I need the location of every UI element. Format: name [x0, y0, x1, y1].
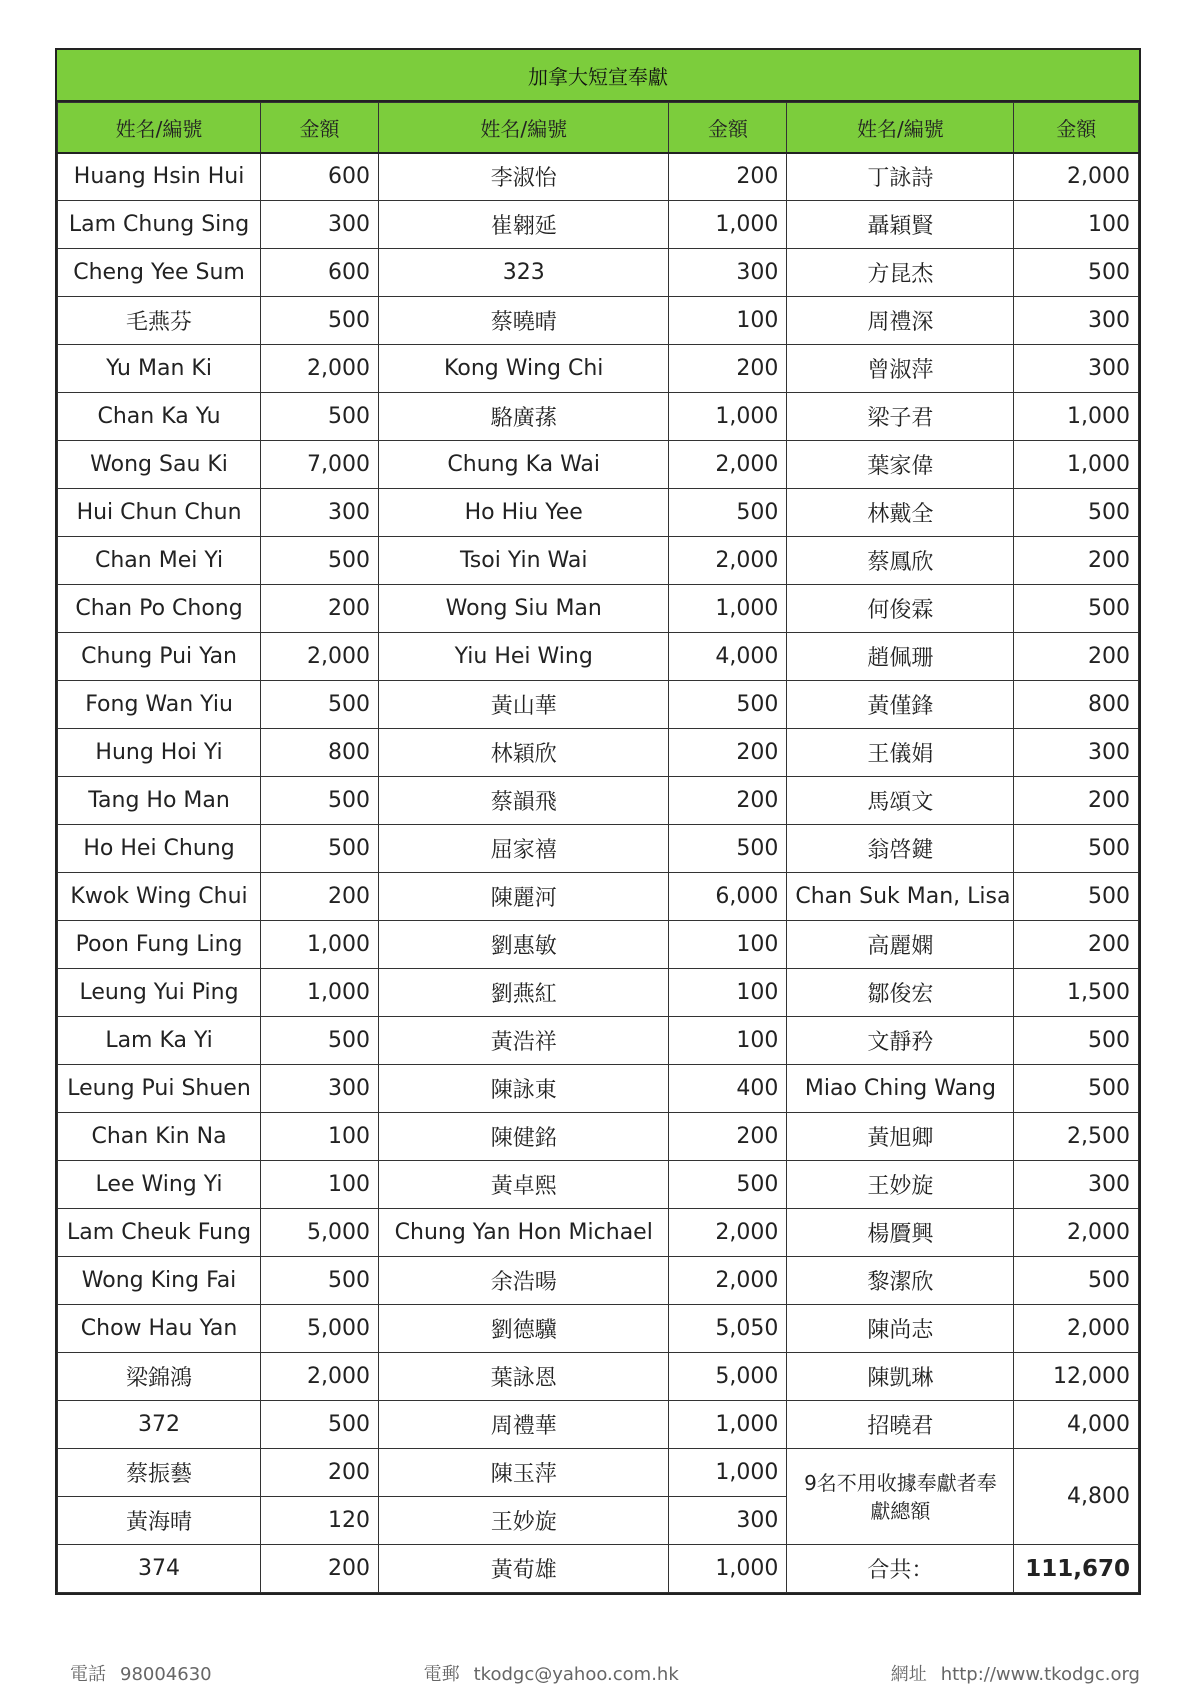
name-cell: Yiu Hei Wing: [379, 633, 669, 681]
name-cell: Lee Wing Yi: [58, 1161, 261, 1209]
name-cell: 駱廣蓀: [379, 393, 669, 441]
name-cell: 林穎欣: [379, 729, 669, 777]
name-cell: Lam Ka Yi: [58, 1017, 261, 1065]
amount-cell: 800: [1014, 681, 1139, 729]
footer-email: [424, 1660, 679, 1688]
amount-cell: 7,000: [261, 441, 379, 489]
amount-cell: 200: [669, 777, 787, 825]
name-cell: 黃海晴: [58, 1497, 261, 1545]
table-row: [58, 633, 1139, 681]
table-row: [58, 393, 1139, 441]
amount-cell: 12,000: [1014, 1353, 1139, 1401]
amount-cell: 200: [1014, 777, 1139, 825]
amount-cell: 2,000: [669, 1209, 787, 1257]
amount-cell: 2,000: [261, 633, 379, 681]
amount-cell: 200: [261, 1449, 379, 1497]
amount-cell: 2,000: [669, 441, 787, 489]
amount-cell: 500: [1014, 873, 1139, 921]
name-cell: 楊贗興: [787, 1209, 1014, 1257]
amount-cell: 1,000: [669, 1401, 787, 1449]
header-name-2: 姓名/編號: [379, 103, 669, 153]
table-row: [58, 249, 1139, 297]
table-row: [58, 873, 1139, 921]
amount-cell: 100: [669, 297, 787, 345]
name-cell: 黃浩祥: [379, 1017, 669, 1065]
table-row: [58, 1017, 1139, 1065]
name-cell: 王妙旋: [379, 1497, 669, 1545]
amount-cell: 100: [669, 921, 787, 969]
name-cell: 蔡鳳欣: [787, 537, 1014, 585]
table-row: [58, 345, 1139, 393]
amount-cell: 120: [261, 1497, 379, 1545]
name-cell: Lam Chung Sing: [58, 201, 261, 249]
header-amount-3: 金額: [1014, 103, 1139, 153]
footer-web: [891, 1660, 1140, 1688]
table-row: [58, 825, 1139, 873]
amount-cell: 5,000: [669, 1353, 787, 1401]
header-amount-1: 金額: [261, 103, 379, 153]
name-cell: 黃山華: [379, 681, 669, 729]
amount-cell: 1,000: [261, 969, 379, 1017]
footer: [70, 1660, 1140, 1688]
amount-cell: 200: [1014, 921, 1139, 969]
amount-cell: 1,000: [669, 393, 787, 441]
name-cell: 劉德驥: [379, 1305, 669, 1353]
name-cell: Chan Kin Na: [58, 1113, 261, 1161]
amount-cell: 1,000: [1014, 441, 1139, 489]
name-cell: Chan Mei Yi: [58, 537, 261, 585]
amount-cell: 200: [669, 1113, 787, 1161]
name-cell: 黃卓熙: [379, 1161, 669, 1209]
name-cell: Chung Yan Hon Michael: [379, 1209, 669, 1257]
amount-cell: 500: [1014, 249, 1139, 297]
name-cell: Hui Chun Chun: [58, 489, 261, 537]
amount-cell: 600: [261, 249, 379, 297]
amount-cell: 200: [261, 873, 379, 921]
sheet-title: 加拿大短宣奉獻: [57, 50, 1139, 102]
name-cell: 崔翱延: [379, 201, 669, 249]
table-row: [58, 729, 1139, 777]
table-body: [58, 153, 1139, 1593]
table-row: [58, 969, 1139, 1017]
amount-cell: 500: [1014, 489, 1139, 537]
name-cell: 趙佩珊: [787, 633, 1014, 681]
table-row: [58, 585, 1139, 633]
amount-cell: 500: [1014, 1017, 1139, 1065]
name-cell: 方昆杰: [787, 249, 1014, 297]
header-amount-2: 金額: [669, 103, 787, 153]
amount-cell: 2,000: [1014, 1209, 1139, 1257]
amount-cell: 500: [1014, 585, 1139, 633]
donation-table: [57, 102, 1139, 1593]
name-cell: Huang Hsin Hui: [58, 153, 261, 201]
table-row: [58, 777, 1139, 825]
amount-cell: 500: [261, 297, 379, 345]
anonymous-donors-note: 9名不用收據奉獻者奉獻總額: [787, 1449, 1014, 1545]
name-cell: Poon Fung Ling: [58, 921, 261, 969]
table-row: [58, 1353, 1139, 1401]
amount-cell: 1,000: [669, 201, 787, 249]
name-cell: 黃荀雄: [379, 1545, 669, 1593]
name-cell: 曾淑萍: [787, 345, 1014, 393]
header-name-3: 姓名/編號: [787, 103, 1014, 153]
amount-cell: 500: [261, 1401, 379, 1449]
amount-cell: 500: [261, 537, 379, 585]
web-value[interactable]: http://www.tkodgc.org: [940, 1664, 1140, 1685]
name-cell: 余浩暘: [379, 1257, 669, 1305]
name-cell: 聶穎賢: [787, 201, 1014, 249]
name-cell: 翁啓鍵: [787, 825, 1014, 873]
name-cell: Leung Yui Ping: [58, 969, 261, 1017]
amount-cell: 2,000: [1014, 1305, 1139, 1353]
name-cell: 374: [58, 1545, 261, 1593]
total-label: 合共：: [787, 1545, 1014, 1593]
name-cell: 黃僅鋒: [787, 681, 1014, 729]
header-row: [58, 103, 1139, 153]
name-cell: 黃旭卿: [787, 1113, 1014, 1161]
amount-cell: 500: [669, 825, 787, 873]
amount-cell: 200: [669, 729, 787, 777]
phone-value: 98004630: [120, 1664, 212, 1685]
amount-cell: 4,000: [669, 633, 787, 681]
amount-cell: 500: [261, 1257, 379, 1305]
amount-cell: 1,000: [669, 1545, 787, 1593]
amount-cell: 300: [1014, 345, 1139, 393]
amount-cell: 2,000: [261, 345, 379, 393]
amount-cell: 500: [261, 1017, 379, 1065]
table-row: [58, 1449, 1139, 1497]
total-amount: 111,670: [1014, 1545, 1139, 1593]
amount-cell: 2,500: [1014, 1113, 1139, 1161]
table-row: [58, 201, 1139, 249]
name-cell: 屈家禧: [379, 825, 669, 873]
name-cell: 王儀娟: [787, 729, 1014, 777]
table-row: [58, 1065, 1139, 1113]
amount-cell: 1,000: [669, 585, 787, 633]
amount-cell: 300: [1014, 729, 1139, 777]
name-cell: 王妙旋: [787, 1161, 1014, 1209]
table-row: [58, 537, 1139, 585]
name-cell: 葉詠恩: [379, 1353, 669, 1401]
donation-sheet: [55, 48, 1141, 1595]
table-row: [58, 1257, 1139, 1305]
amount-cell: 100: [261, 1161, 379, 1209]
amount-cell: 5,050: [669, 1305, 787, 1353]
amount-cell: 400: [669, 1065, 787, 1113]
name-cell: Ho Hei Chung: [58, 825, 261, 873]
name-cell: Yu Man Ki: [58, 345, 261, 393]
amount-cell: 100: [669, 969, 787, 1017]
table-row: [58, 1401, 1139, 1449]
name-cell: Chan Po Chong: [58, 585, 261, 633]
amount-cell: 2,000: [669, 1257, 787, 1305]
table-row: [58, 297, 1139, 345]
amount-cell: 200: [669, 345, 787, 393]
name-cell: 蔡振藝: [58, 1449, 261, 1497]
footer-phone: [70, 1660, 212, 1688]
name-cell: 陳尚志: [787, 1305, 1014, 1353]
name-cell: 毛燕芬: [58, 297, 261, 345]
amount-cell: 300: [261, 201, 379, 249]
amount-cell: 1,500: [1014, 969, 1139, 1017]
name-cell: Lam Cheuk Fung: [58, 1209, 261, 1257]
amount-cell: 500: [261, 777, 379, 825]
name-cell: 葉家偉: [787, 441, 1014, 489]
amount-cell: 500: [261, 393, 379, 441]
amount-cell: 300: [1014, 1161, 1139, 1209]
name-cell: 陳健銘: [379, 1113, 669, 1161]
name-cell: 鄒俊宏: [787, 969, 1014, 1017]
amount-cell: 1,000: [1014, 393, 1139, 441]
table-row: [58, 921, 1139, 969]
table-row: [58, 1113, 1139, 1161]
name-cell: Wong Siu Man: [379, 585, 669, 633]
name-cell: Hung Hoi Yi: [58, 729, 261, 777]
table-row: [58, 1209, 1139, 1257]
table-row: [58, 441, 1139, 489]
name-cell: Leung Pui Shuen: [58, 1065, 261, 1113]
anonymous-donors-amount: 4,800: [1014, 1449, 1139, 1545]
name-cell: 李淑怡: [379, 153, 669, 201]
email-value[interactable]: tkodgc@yahoo.com.hk: [473, 1664, 679, 1685]
table-row: [58, 489, 1139, 537]
amount-cell: 500: [1014, 1065, 1139, 1113]
table-row: [58, 1305, 1139, 1353]
name-cell: 劉燕紅: [379, 969, 669, 1017]
name-cell: Ho Hiu Yee: [379, 489, 669, 537]
name-cell: 何俊霖: [787, 585, 1014, 633]
amount-cell: 2,000: [669, 537, 787, 585]
name-cell: 文靜矜: [787, 1017, 1014, 1065]
name-cell: 馬頌文: [787, 777, 1014, 825]
amount-cell: 200: [261, 585, 379, 633]
name-cell: Chung Ka Wai: [379, 441, 669, 489]
amount-cell: 300: [669, 249, 787, 297]
name-cell: Chan Ka Yu: [58, 393, 261, 441]
amount-cell: 300: [261, 489, 379, 537]
name-cell: Wong King Fai: [58, 1257, 261, 1305]
table-row: [58, 681, 1139, 729]
amount-cell: 5,000: [261, 1209, 379, 1257]
name-cell: Chow Hau Yan: [58, 1305, 261, 1353]
name-cell: 蔡韻飛: [379, 777, 669, 825]
name-cell: Tang Ho Man: [58, 777, 261, 825]
name-cell: 陳詠東: [379, 1065, 669, 1113]
amount-cell: 6,000: [669, 873, 787, 921]
name-cell: Fong Wan Yiu: [58, 681, 261, 729]
name-cell: Kwok Wing Chui: [58, 873, 261, 921]
amount-cell: 500: [1014, 1257, 1139, 1305]
amount-cell: 200: [1014, 633, 1139, 681]
name-cell: 丁詠詩: [787, 153, 1014, 201]
amount-cell: 600: [261, 153, 379, 201]
amount-cell: 100: [261, 1113, 379, 1161]
name-cell: Chung Pui Yan: [58, 633, 261, 681]
name-cell: 陳麗河: [379, 873, 669, 921]
name-cell: 蔡曉晴: [379, 297, 669, 345]
name-cell: Cheng Yee Sum: [58, 249, 261, 297]
table-row: [58, 1161, 1139, 1209]
amount-cell: 300: [1014, 297, 1139, 345]
name-cell: Kong Wing Chi: [379, 345, 669, 393]
name-cell: Wong Sau Ki: [58, 441, 261, 489]
name-cell: 372: [58, 1401, 261, 1449]
header-name-1: 姓名/編號: [58, 103, 261, 153]
amount-cell: 4,000: [1014, 1401, 1139, 1449]
amount-cell: 2,000: [1014, 153, 1139, 201]
amount-cell: 300: [669, 1497, 787, 1545]
amount-cell: 500: [669, 681, 787, 729]
name-cell: Tsoi Yin Wai: [379, 537, 669, 585]
amount-cell: 500: [669, 1161, 787, 1209]
name-cell: 梁錦鴻: [58, 1353, 261, 1401]
name-cell: Miao Ching Wang: [787, 1065, 1014, 1113]
name-cell: 陳凱琳: [787, 1353, 1014, 1401]
amount-cell: 500: [261, 825, 379, 873]
name-cell: 林戴全: [787, 489, 1014, 537]
phone-label: 電話: [70, 1664, 106, 1685]
web-label: 網址: [890, 1664, 927, 1685]
amount-cell: 500: [669, 489, 787, 537]
name-cell: 周禮華: [379, 1401, 669, 1449]
name-cell: 陳玉萍: [379, 1449, 669, 1497]
amount-cell: 500: [1014, 825, 1139, 873]
name-cell: 周禮深: [787, 297, 1014, 345]
name-cell: 劉惠敏: [379, 921, 669, 969]
amount-cell: 300: [261, 1065, 379, 1113]
name-cell: 高麗嫻: [787, 921, 1014, 969]
amount-cell: 200: [669, 153, 787, 201]
table-row: [58, 153, 1139, 201]
name-cell: 招曉君: [787, 1401, 1014, 1449]
name-cell: 323: [379, 249, 669, 297]
amount-cell: 800: [261, 729, 379, 777]
amount-cell: 100: [1014, 201, 1139, 249]
name-cell: 黎潔欣: [787, 1257, 1014, 1305]
name-cell: 梁子君: [787, 393, 1014, 441]
amount-cell: 100: [669, 1017, 787, 1065]
amount-cell: 5,000: [261, 1305, 379, 1353]
amount-cell: 500: [261, 681, 379, 729]
name-cell: Chan Suk Man, Lisa: [787, 873, 1014, 921]
email-label: 電郵: [423, 1664, 460, 1685]
amount-cell: 200: [1014, 537, 1139, 585]
amount-cell: 2,000: [261, 1353, 379, 1401]
amount-cell: 1,000: [669, 1449, 787, 1497]
amount-cell: 200: [261, 1545, 379, 1593]
amount-cell: 1,000: [261, 921, 379, 969]
total-row: [58, 1545, 1139, 1593]
